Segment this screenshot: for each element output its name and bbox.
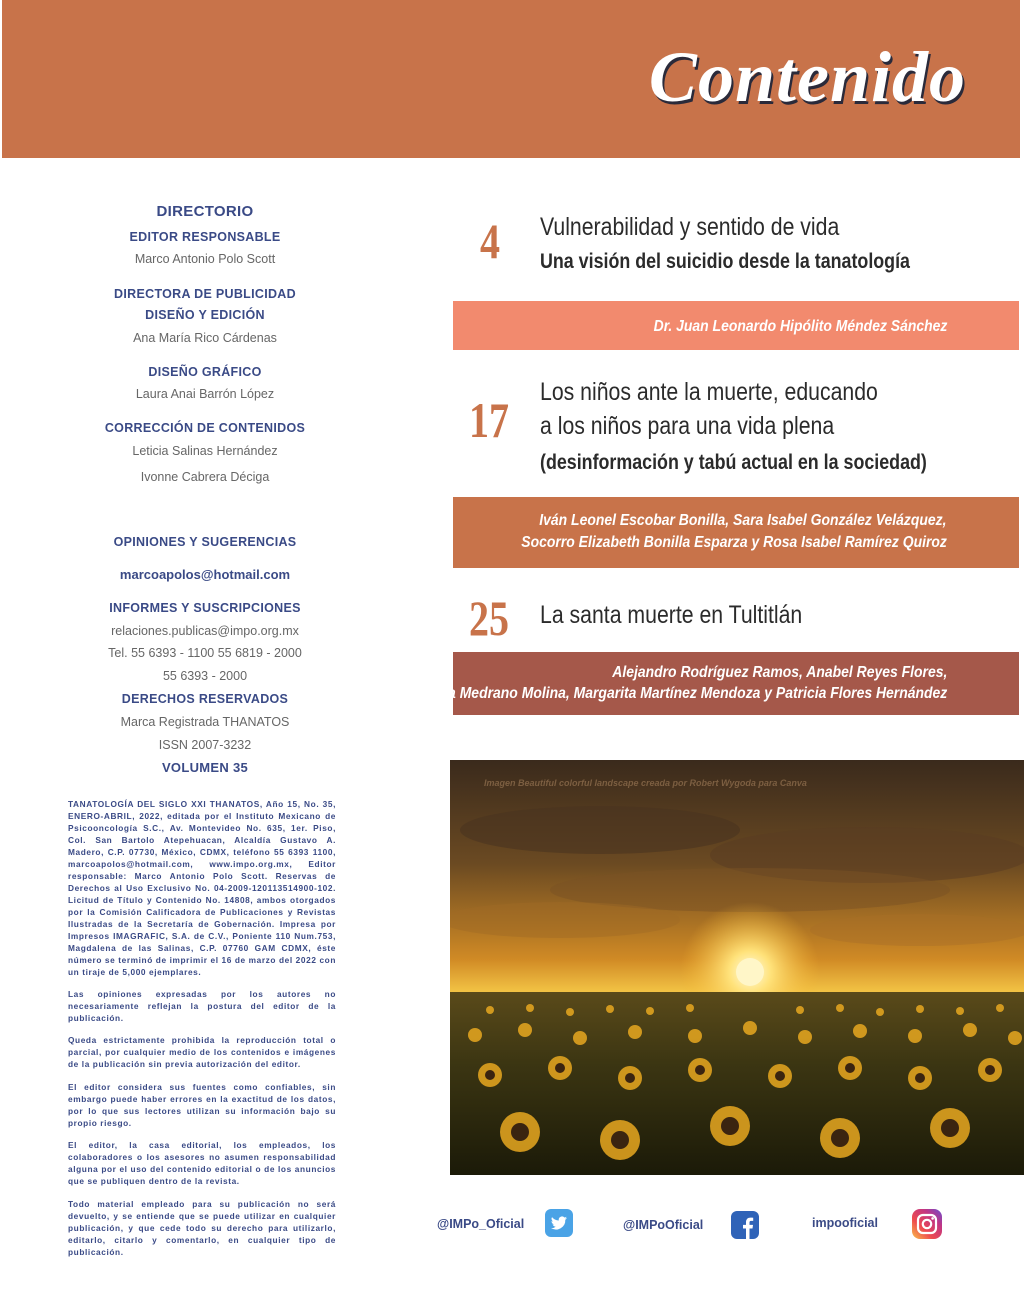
article-1-authors: Dr. Juan Leonardo Hipólito Méndez Sánchez <box>653 318 947 335</box>
article-1-authors-band <box>453 301 1019 350</box>
instagram-icon[interactable] <box>912 1209 940 1237</box>
twitter-icon[interactable] <box>545 1209 573 1237</box>
rights-heading: DERECHOS RESERVADOS <box>121 692 289 706</box>
header-banner <box>2 0 1020 158</box>
legal-paragraph-4: El editor considera sus fuentes como confiables, sin embargo puede haber errores en la exactitud de los datos, por lo que sus lectores utilizan su información bajo su propio riesgo. <box>68 1082 336 1128</box>
legal-paragraph-3: Queda estrictamente prohibida la reproducción total o parcial, por cualquier medio de los contenidos e imágenes de la publicación sin previa autorización del editor. <box>68 1035 336 1069</box>
article-3-authors-band <box>417 652 1019 715</box>
article-1-page[interactable]: 4 <box>480 213 500 269</box>
article-2-authors-line-2: Socorro Elizabeth Bonilla Esparza y Rosa Isabel Ramírez Quiroz <box>521 534 947 551</box>
reports-email[interactable]: relaciones.publicas@impo.org.mx <box>111 624 299 638</box>
instagram-handle[interactable]: impooficial <box>812 1216 878 1230</box>
issn: ISSN 2007-3232 <box>158 738 252 752</box>
opinions-email[interactable]: marcoapolos@hotmail.com <box>119 567 291 582</box>
facebook-handle[interactable]: @IMPoOficial <box>623 1218 704 1232</box>
publicity-heading: DIRECTORA DE PUBLICIDAD <box>114 287 296 301</box>
photo-credit: Imagen Beautiful colorful landscape creada por Robert Wygoda para Canva <box>484 778 807 788</box>
directory-title: DIRECTORIO <box>156 203 254 220</box>
opinions-heading: OPINIONES Y SUGERENCIAS <box>113 535 297 549</box>
article-2-authors-band <box>453 497 1019 568</box>
article-2-authors-line-1: Iván Leonel Escobar Bonilla, Sara Isabel González Velázquez, <box>539 512 947 529</box>
article-3-page[interactable]: 25 <box>469 590 509 646</box>
legal-paragraph-5: El editor, la casa editorial, los empleados, los colaboradores o los asesores no asumen responsabilidad alguna por el uso del contenido editorial o de los anuncios que se publiquen dentro de la revista. <box>68 1140 336 1186</box>
sunflower-field-illustration <box>450 760 1024 1175</box>
facebook-icon[interactable] <box>731 1211 759 1239</box>
article-2-title-line-2[interactable]: a los niños para una vida plena <box>540 412 835 440</box>
article-2-page[interactable]: 17 <box>469 392 509 448</box>
article-3-authors-line-2: Laura Medrano Molina, Margarita Martínez Mendoza y Patricia Flores Hernández <box>417 685 947 702</box>
article-3-title[interactable]: La santa muerte en Tultitlán <box>540 601 803 629</box>
volume: VOLUMEN 35 <box>161 760 249 775</box>
design-edition-heading: DISEÑO Y EDICIÓN <box>145 308 265 322</box>
legal-paragraph-1: TANATOLOGÍA DEL SIGLO XXI THANATOS, Año 15, No. 35, ENERO-ABRIL, 2022, editada por el Instituto Mexicano de Psicooncología S.C., Av. Montevideo No. 635, 1er. Piso, Col. San Bartolo Atepehuacan, Alcaldía Gustavo A. Madero, C.P. 07730, México, CDMX, teléfono 55 6393 1100, marcoapolos@hotmail.com, www.impo.org.mx, Editor responsable: Marco Antonio Polo Scott. Reservas de Derechos al Uso Exclusivo No. 04-2009-120113514900-102. Licitud de Título y Contenido No. 14808, ambos otorgados por la Comisión Calificadora de Publicaciones y Revistas Ilustradas de la Secretaría de Gobernación. Impresa por Impresos IMAGRAFIC, S.A. de C.V., Poniente 110 Num.753, Magdalena de las Salinas, C.P. 07760 GAM CDMX, éste número se terminó de imprimir el 16 de marzo del 2022 con un tiraje de 5,000 ejemplares. <box>68 799 336 977</box>
article-1-title[interactable]: Vulnerabilidad y sentido de vida <box>540 213 840 241</box>
phone-line-1: Tel. 55 6393 - 1100 55 6819 - 2000 <box>108 646 302 660</box>
editor-heading: EDITOR RESPONSABLE <box>129 230 281 244</box>
article-1-subtitle: Una visión del suicidio desde la tanatología <box>540 250 910 273</box>
article-2-title-line-1[interactable]: Los niños ante la muerte, educando <box>540 378 878 406</box>
publicity-name: Ana María Rico Cárdenas <box>133 331 277 345</box>
article-2-subtitle: (desinformación y tabú actual en la sociedad) <box>540 451 927 474</box>
correction-name-1: Leticia Salinas Hernández <box>132 444 278 458</box>
article-3-authors-line-1: Alejandro Rodríguez Ramos, Anabel Reyes Flores, <box>611 664 947 681</box>
sunflower-sunset-photo <box>450 760 1024 1175</box>
phone-line-2: 55 6393 - 2000 <box>162 669 248 683</box>
correction-name-2: Ivonne Cabrera Déciga <box>140 470 270 484</box>
reports-heading: INFORMES Y SUSCRIPCIONES <box>109 601 301 615</box>
legal-paragraph-2: Las opiniones expresadas por los autores no necesariamente reflejan la postura del editor de la publicación. <box>68 989 336 1023</box>
legal-paragraph-6: Todo material empleado para su publicación no será devuelto, y se entiende que se puede utilizar en cualquier publicación, y que cede todo su derecho para utilizarlo, editarlo, citarlo y comentarlo, en cualquier tipo de publicación. <box>68 1199 336 1257</box>
graphic-heading: DISEÑO GRÁFICO <box>148 365 262 379</box>
trademark: Marca Registrada THANATOS <box>120 715 290 729</box>
graphic-name: Laura Anai Barrón López <box>135 387 275 401</box>
correction-heading: CORRECCIÓN DE CONTENIDOS <box>104 421 306 435</box>
editor-name: Marco Antonio Polo Scott <box>134 252 276 266</box>
twitter-handle[interactable]: @IMPo_Oficial <box>437 1217 525 1231</box>
page-title: Contenido <box>648 37 966 117</box>
